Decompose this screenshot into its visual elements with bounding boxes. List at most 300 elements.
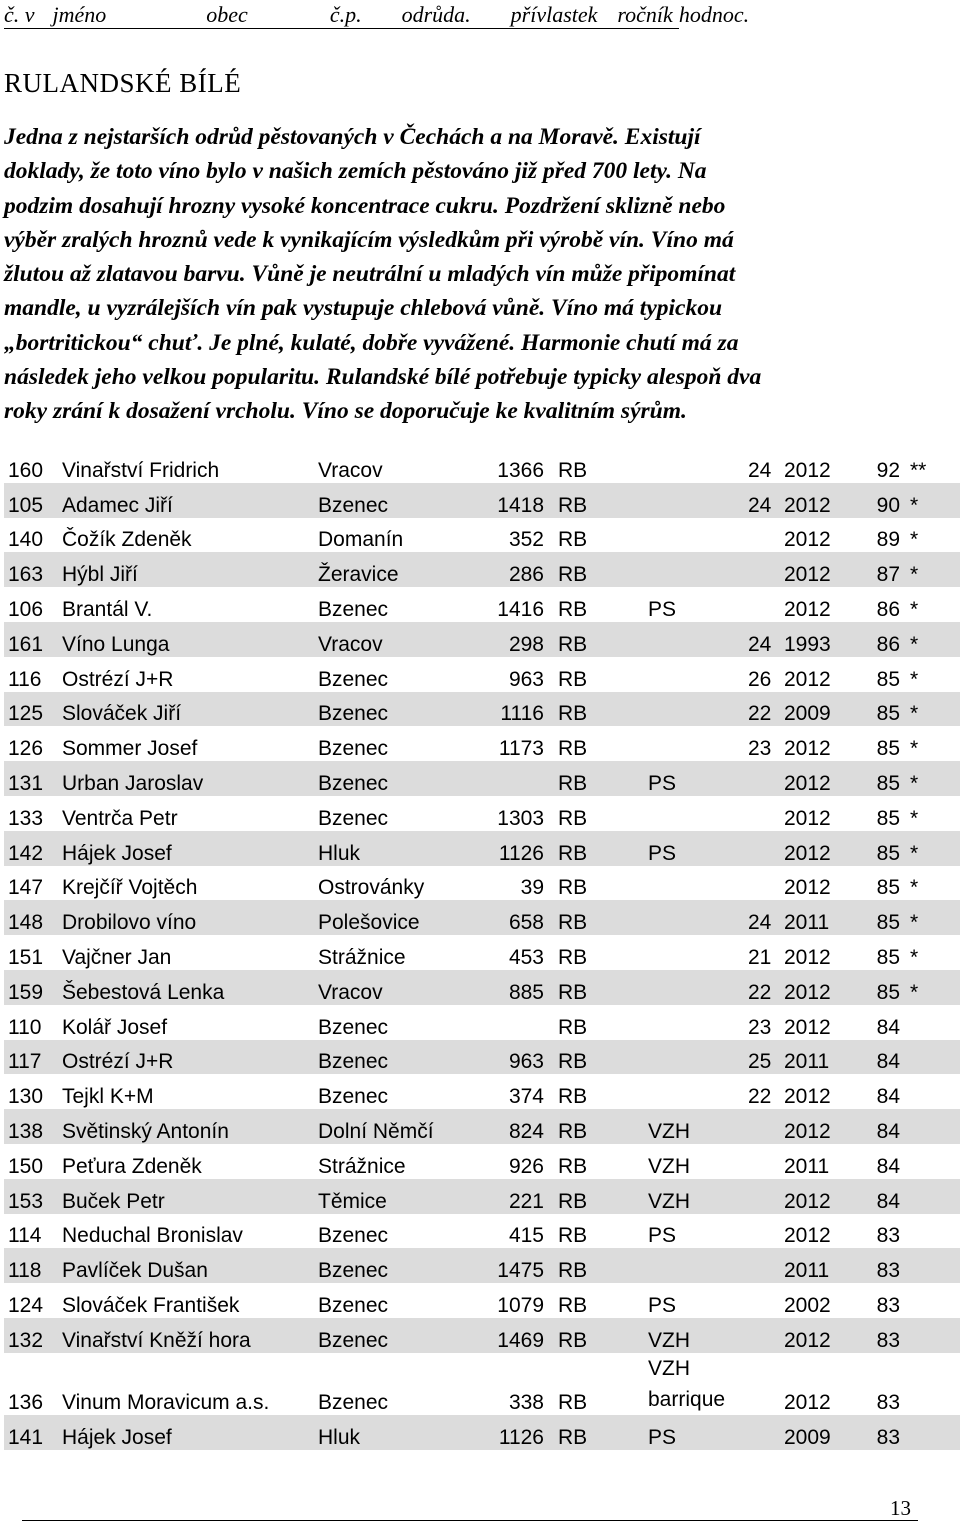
cell-attribute	[644, 1040, 744, 1075]
cell-variety: RB	[554, 1415, 644, 1450]
cell-house-number: 824	[474, 1109, 554, 1144]
cell-house-number: 1126	[474, 1415, 554, 1450]
cell-sugar: 21	[748, 945, 772, 969]
cell-sugar: 24	[748, 458, 772, 482]
cell-rating-stars	[906, 1283, 960, 1318]
cell-vintage: 2012	[784, 1015, 831, 1039]
table-row	[4, 1415, 960, 1450]
cell-producer-name: Tejkl K+M	[62, 1085, 154, 1109]
cell-vintage: 2012	[784, 667, 831, 691]
cell-score: 83	[866, 1318, 906, 1353]
cell-producer-name: Neduchal Bronislav	[62, 1224, 243, 1248]
cell-variety: RB	[558, 528, 588, 552]
cell-village: Bzenec	[318, 1224, 389, 1248]
cell-producer-name: Pavlíček Dušan	[58, 1248, 314, 1283]
description-line: následek jeho velkou popularitu. Rulandské bílé potřebuje typicky alespoň dva	[4, 364, 762, 391]
header-field-odruda: odrůda.	[402, 2, 511, 29]
cell-producer-name: Ventrča Petr	[62, 806, 178, 830]
cell-rating-stars: *	[906, 761, 960, 796]
cell-village: Bzenec	[314, 692, 474, 727]
cell-village: Polešovice	[314, 900, 474, 935]
cell-vintage: 2012	[784, 458, 831, 482]
cell-producer-name: Sommer Josef	[62, 737, 198, 761]
table-row	[4, 761, 960, 796]
cell-vintage: 2011	[784, 1154, 830, 1178]
cell-attribute	[644, 1074, 744, 1109]
cell-entry-number: 132	[4, 1318, 58, 1353]
cell-house-number: 1366	[497, 458, 544, 482]
cell-sugar: 25	[744, 1040, 780, 1075]
table-row	[4, 900, 960, 935]
cell-score: 85	[876, 945, 900, 969]
header-field-obec: obec	[206, 2, 330, 29]
cell-house-number: 885	[474, 970, 554, 1005]
cell-score: 83	[866, 1248, 906, 1283]
cell-score: 84	[876, 1015, 900, 1039]
cell-attribute: PS	[644, 761, 744, 796]
cell-village: Bzenec	[318, 1085, 389, 1109]
cell-attribute: PS	[648, 1224, 677, 1248]
cell-entry-number: 159	[4, 970, 58, 1005]
cell-house-number: 298	[474, 622, 554, 657]
cell-score: 85	[866, 761, 906, 796]
cell-variety: RB	[558, 1015, 588, 1039]
cell-rating-stars: *	[910, 667, 919, 691]
cell-entry-number: 147	[8, 876, 44, 900]
cell-entry-number: 133	[8, 806, 44, 830]
cell-village: Bzenec	[314, 483, 474, 518]
cell-score: 83	[876, 1293, 900, 1317]
cell-attribute	[644, 866, 744, 901]
table-row	[4, 483, 960, 518]
cell-variety: RB	[558, 1293, 588, 1317]
cell-vintage: 2009	[780, 1415, 866, 1450]
cell-attribute: VZH	[644, 1109, 744, 1144]
cell-variety: RB	[558, 945, 588, 969]
cell-producer-name: Slováček František	[62, 1293, 240, 1317]
cell-house-number: 1416	[497, 597, 544, 621]
cell-producer-name: Krejčíř Vojtěch	[62, 876, 198, 900]
cell-producer-name: Vajčner Jan	[62, 945, 172, 969]
cell-attribute	[644, 1005, 744, 1040]
cell-house-number: 1116	[474, 692, 554, 727]
cell-sugar	[744, 1109, 780, 1144]
cell-entry-number: 125	[4, 692, 58, 727]
cell-producer-name: Světinský Antonín	[58, 1109, 314, 1144]
description-line: mandle, u vyzrálejších vín pak vystupuje chlebová vůně. Víno má typickou	[4, 295, 723, 322]
cell-sugar: 24	[744, 900, 780, 935]
cell-house-number: 658	[474, 900, 554, 935]
table-row	[4, 866, 960, 901]
cell-sugar	[744, 1415, 780, 1450]
cell-vintage: 2011	[780, 1248, 866, 1283]
cell-rating-stars	[906, 1005, 960, 1040]
cell-sugar	[744, 1248, 780, 1283]
table-row	[4, 692, 960, 727]
cell-vintage: 1993	[780, 622, 866, 657]
description-line: podzim dosahují hrozny vysoké koncentrace cukru. Pozdržení sklizně nebo	[4, 192, 726, 219]
cell-entry-number: 161	[4, 622, 58, 657]
cell-producer-name: Vinařství Kněží hora	[58, 1318, 314, 1353]
cell-score: 84	[866, 1179, 906, 1214]
cell-vintage: 2012	[784, 1085, 831, 1109]
description-line: výběr zralých hroznů vede k vynikajícím výsledkům při výrobě vín. Víno má	[4, 226, 734, 253]
table-row	[4, 1283, 960, 1318]
cell-variety: RB	[558, 876, 588, 900]
table-row	[4, 726, 960, 761]
cell-variety: RB	[554, 692, 644, 727]
cell-house-number: 286	[474, 552, 554, 587]
cell-sugar	[744, 796, 780, 831]
cell-producer-name: Peťura Zdeněk	[62, 1154, 202, 1178]
table-row	[4, 1144, 960, 1179]
cell-rating-stars	[906, 1318, 960, 1353]
cell-village: Ostrovánky	[318, 876, 425, 900]
cell-house-number: 1079	[497, 1293, 544, 1317]
cell-house-number: 1469	[474, 1318, 554, 1353]
cell-village: Domanín	[318, 528, 404, 552]
table-row	[4, 552, 960, 587]
cell-score: 84	[866, 1040, 906, 1075]
cell-sugar: 22	[744, 692, 780, 727]
table-row	[4, 831, 960, 866]
cell-variety: RB	[558, 1085, 588, 1109]
cell-score: 85	[866, 831, 906, 866]
table-row	[4, 448, 960, 483]
cell-sugar	[744, 866, 780, 901]
cell-village: Těmice	[314, 1179, 474, 1214]
cell-entry-number: 114	[8, 1224, 42, 1248]
cell-attribute: PS	[648, 1293, 677, 1317]
table-row	[4, 622, 960, 657]
table-row	[4, 1214, 960, 1249]
cell-vintage: 2012	[780, 761, 866, 796]
cell-producer-name: Hájek Josef	[58, 831, 314, 866]
cell-entry-number: 136	[8, 1390, 44, 1414]
cell-entry-number: 124	[8, 1293, 44, 1317]
cell-attribute	[644, 622, 744, 657]
description-line: Jedna z nejstarších odrůd pěstovaných v Čechách a na Moravě. Existují	[4, 124, 701, 150]
cell-village: Bzenec	[318, 1390, 389, 1414]
cell-rating-stars: *	[910, 945, 919, 969]
cell-sugar: 26	[748, 667, 772, 691]
cell-attribute	[644, 518, 744, 553]
cell-village: Bzenec	[318, 806, 389, 830]
cell-rating-stars: *	[906, 831, 960, 866]
table-row	[4, 1248, 960, 1283]
cell-producer-name: Ostrézí J+R	[58, 1040, 314, 1075]
cell-score: 92	[876, 458, 900, 482]
cell-village: Strážnice	[318, 945, 406, 969]
cell-vintage: 2011	[780, 1040, 866, 1075]
cell-sugar	[744, 1144, 780, 1179]
cell-sugar: 23	[748, 1015, 772, 1039]
cell-producer-name: Víno Lunga	[58, 622, 314, 657]
cell-attribute	[644, 448, 744, 483]
cell-vintage: 2012	[780, 831, 866, 866]
cell-entry-number: 153	[4, 1179, 58, 1214]
cell-entry-number: 138	[4, 1109, 58, 1144]
cell-entry-number: 141	[4, 1415, 58, 1450]
description-line: doklady, že toto víno bylo v našich zemích pěstováno již před 700 lety. Na	[4, 158, 707, 185]
cell-attribute	[644, 483, 744, 518]
cell-attribute: VZH	[644, 1179, 744, 1214]
cell-attribute	[644, 935, 744, 970]
cell-attribute	[644, 657, 744, 692]
cell-house-number	[474, 761, 554, 796]
cell-house-number: 338	[508, 1390, 544, 1414]
cell-sugar	[744, 1283, 780, 1318]
cell-sugar	[744, 552, 780, 587]
cell-village: Bzenec	[318, 1293, 389, 1317]
cell-variety: RB	[554, 1179, 644, 1214]
cell-score: 85	[876, 667, 900, 691]
cell-attribute: VZH barrique	[648, 1356, 726, 1411]
cell-score: 87	[866, 552, 906, 587]
cell-village: Hluk	[314, 831, 474, 866]
cell-vintage: 2012	[784, 806, 831, 830]
cell-house-number: 1126	[474, 831, 554, 866]
cell-score: 83	[876, 1390, 900, 1414]
cell-entry-number: 142	[4, 831, 58, 866]
cell-sugar	[744, 1214, 780, 1249]
cell-vintage: 2012	[780, 1179, 866, 1214]
cell-village: Dolní Němčí	[314, 1109, 474, 1144]
cell-score: 90	[866, 483, 906, 518]
cell-village: Bzenec	[318, 1015, 389, 1039]
cell-attribute	[644, 552, 744, 587]
wine-results-table	[4, 448, 960, 1450]
table-row	[4, 1179, 960, 1214]
cell-vintage: 2012	[780, 970, 866, 1005]
cell-variety: RB	[558, 806, 588, 830]
cell-sugar	[744, 518, 780, 553]
cell-rating-stars: **	[910, 458, 927, 482]
cell-producer-name: Vinum Moravicum a.s.	[62, 1390, 270, 1414]
cell-vintage: 2012	[780, 483, 866, 518]
cell-producer-name: Buček Petr	[58, 1179, 314, 1214]
cell-vintage: 2009	[780, 692, 866, 727]
table-row	[4, 1318, 960, 1353]
cell-house-number: 1418	[474, 483, 554, 518]
cell-producer-name: Brantál V.	[62, 597, 153, 621]
cell-sugar	[744, 831, 780, 866]
cell-producer-name: Čožík Zdeněk	[62, 528, 192, 552]
cell-rating-stars: *	[910, 597, 919, 621]
header-field-cv: č. v	[4, 2, 53, 29]
variety-description	[4, 120, 954, 429]
cell-variety: RB	[554, 483, 644, 518]
cell-vintage: 2011	[780, 900, 866, 935]
cell-rating-stars: *	[906, 970, 960, 1005]
header-field-hodnoc: hodnoc.	[678, 2, 750, 27]
cell-rating-stars	[906, 1109, 960, 1144]
header-field-jmeno: jméno	[53, 2, 207, 29]
table-row	[4, 796, 960, 831]
description-line: roky zrání k dosažení vrcholu. Víno se doporučuje ke kvalitním sýrům.	[4, 398, 687, 425]
cell-producer-name: Kolář Josef	[62, 1015, 168, 1039]
cell-variety: RB	[558, 667, 588, 691]
cell-house-number: 1303	[497, 806, 544, 830]
cell-rating-stars	[906, 1248, 960, 1283]
cell-producer-name: Hájek Josef	[58, 1415, 314, 1450]
description-line: „bortritickou“ chuť. Je plné, kulaté, dobře vyvážené. Harmonie chutí má za	[4, 329, 739, 356]
cell-entry-number: 105	[4, 483, 58, 518]
header-field-cp: č.p.	[330, 2, 402, 29]
cell-house-number: 352	[508, 528, 544, 552]
cell-entry-number: 163	[4, 552, 58, 587]
cell-house-number: 374	[508, 1085, 544, 1109]
cell-attribute	[644, 726, 744, 761]
cell-house-number	[474, 1005, 554, 1040]
cell-variety: RB	[554, 900, 644, 935]
cell-village: Bzenec	[318, 667, 389, 691]
cell-entry-number: 106	[8, 597, 44, 621]
cell-house-number: 1475	[474, 1248, 554, 1283]
cell-variety: RB	[558, 1390, 588, 1414]
cell-score: 85	[866, 692, 906, 727]
cell-producer-name: Vinařství Fridrich	[62, 458, 220, 482]
cell-rating-stars	[906, 1074, 960, 1109]
table-row	[4, 1109, 960, 1144]
cell-vintage: 2002	[784, 1293, 831, 1317]
cell-variety: RB	[554, 970, 644, 1005]
variety-title: RULANDSKÉ BÍLÉ	[4, 68, 242, 98]
cell-variety: RB	[558, 1154, 588, 1178]
cell-producer-name: Šebestová Lenka	[58, 970, 314, 1005]
cell-variety: RB	[558, 597, 588, 621]
cell-vintage: 2012	[784, 737, 831, 761]
cell-rating-stars: *	[910, 806, 919, 830]
cell-sugar: 23	[748, 737, 772, 761]
cell-rating-stars: *	[910, 876, 919, 900]
cell-attribute: PS	[648, 597, 677, 621]
cell-rating-stars	[906, 1179, 960, 1214]
cell-score: 85	[866, 900, 906, 935]
cell-village: Bzenec	[314, 761, 474, 796]
cell-house-number: 453	[508, 945, 544, 969]
cell-rating-stars	[906, 1040, 960, 1075]
cell-rating-stars: *	[906, 483, 960, 518]
cell-producer-name: Urban Jaroslav	[58, 761, 314, 796]
cell-entry-number: 160	[8, 458, 44, 482]
cell-entry-number: 116	[8, 667, 42, 691]
cell-variety: RB	[554, 1109, 644, 1144]
cell-variety: RB	[558, 737, 588, 761]
cell-village: Hluk	[314, 1415, 474, 1450]
cell-rating-stars	[906, 1214, 960, 1249]
table-row	[4, 1005, 960, 1040]
table-row	[4, 518, 960, 553]
cell-sugar	[744, 1318, 780, 1353]
cell-rating-stars: *	[910, 737, 919, 761]
table-row	[4, 1074, 960, 1109]
cell-vintage: 2012	[780, 1318, 866, 1353]
footer-rule	[22, 1520, 918, 1521]
cell-variety: RB	[558, 1224, 588, 1248]
cell-producer-name: Adamec Jiří	[58, 483, 314, 518]
cell-vintage: 2012	[784, 1390, 831, 1414]
cell-score: 85	[876, 737, 900, 761]
cell-variety: RB	[554, 622, 644, 657]
cell-attribute	[644, 970, 744, 1005]
cell-variety: RB	[554, 1040, 644, 1075]
description-line: žlutou až zlatavou barvu. Vůně je neutrální u mladých vín může připomínat	[4, 261, 736, 288]
cell-attribute: VZH	[644, 1318, 744, 1353]
cell-score: 83	[866, 1415, 906, 1450]
table-row	[4, 587, 960, 622]
cell-variety: RB	[558, 458, 588, 482]
table-row	[4, 935, 960, 970]
cell-vintage: 2012	[780, 552, 866, 587]
cell-attribute: PS	[644, 1415, 744, 1450]
cell-sugar: 24	[744, 483, 780, 518]
cell-village: Vracov	[314, 622, 474, 657]
cell-score: 85	[876, 806, 900, 830]
cell-variety: RB	[554, 1318, 644, 1353]
table-row	[4, 1353, 960, 1415]
cell-sugar: 24	[744, 622, 780, 657]
cell-score: 86	[876, 597, 900, 621]
cell-sugar	[744, 761, 780, 796]
cell-vintage: 2012	[780, 1109, 866, 1144]
cell-house-number: 1173	[498, 737, 544, 761]
cell-score: 84	[866, 1109, 906, 1144]
cell-rating-stars: *	[910, 528, 919, 552]
cell-vintage: 2012	[784, 945, 831, 969]
cell-sugar: 22	[744, 970, 780, 1005]
cell-score: 85	[876, 876, 900, 900]
page-number: 13	[890, 1496, 911, 1520]
table-row	[4, 657, 960, 692]
cell-attribute: VZH	[648, 1154, 690, 1178]
cell-house-number: 415	[508, 1224, 544, 1248]
cell-entry-number: 117	[4, 1040, 58, 1075]
cell-rating-stars: *	[906, 622, 960, 657]
cell-vintage: 2012	[784, 597, 831, 621]
cell-village: Vracov	[318, 458, 383, 482]
cell-village: Bzenec	[318, 737, 389, 761]
cell-village: Strážnice	[318, 1154, 406, 1178]
cell-score: 83	[876, 1224, 900, 1248]
cell-vintage: 2012	[784, 876, 831, 900]
cell-rating-stars	[906, 1415, 960, 1450]
cell-producer-name: Ostrézí J+R	[62, 667, 174, 691]
cell-entry-number: 110	[8, 1015, 42, 1039]
cell-sugar: 22	[748, 1085, 772, 1109]
cell-house-number: 221	[474, 1179, 554, 1214]
cell-village: Bzenec	[314, 1248, 474, 1283]
cell-entry-number: 148	[4, 900, 58, 935]
cell-entry-number: 151	[8, 945, 44, 969]
header-field-rocnik: ročník	[617, 2, 678, 29]
cell-score: 86	[866, 622, 906, 657]
cell-entry-number: 130	[8, 1085, 44, 1109]
cell-variety: RB	[554, 761, 644, 796]
cell-attribute	[644, 692, 744, 727]
header-field-privlastek: přívlastek	[511, 2, 618, 29]
cell-entry-number: 140	[8, 528, 44, 552]
cell-attribute	[644, 1248, 744, 1283]
cell-score: 85	[866, 970, 906, 1005]
cell-rating-stars: *	[906, 552, 960, 587]
cell-variety: RB	[554, 831, 644, 866]
cell-rating-stars: *	[906, 900, 960, 935]
cell-entry-number: 131	[4, 761, 58, 796]
cell-score: 89	[876, 528, 900, 552]
cell-vintage: 2012	[784, 1224, 831, 1248]
cell-attribute	[644, 796, 744, 831]
